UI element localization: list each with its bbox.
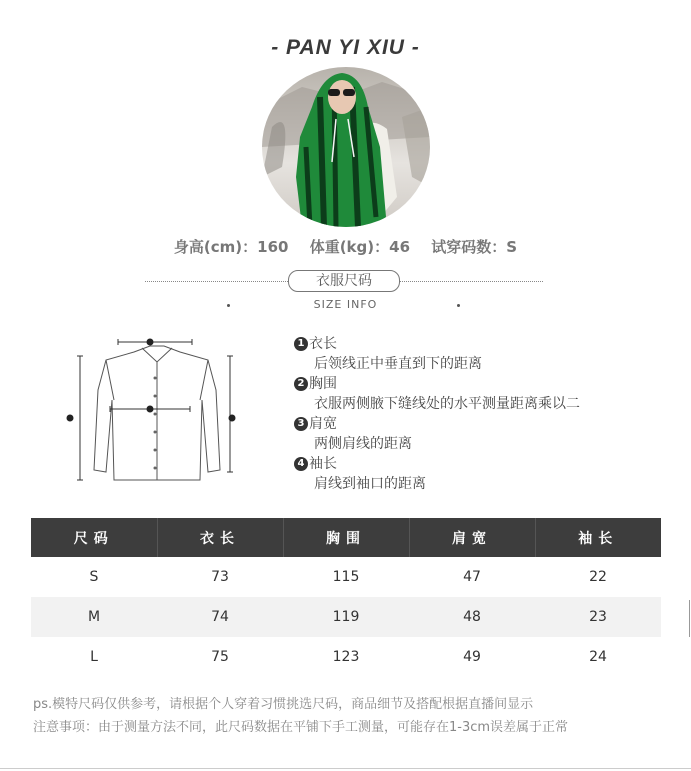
table-cell: 75	[211, 649, 229, 665]
table-cell: 74	[157, 597, 283, 637]
col-header-shoulder: 肩宽	[409, 518, 535, 557]
col-header-chest: 胸围	[283, 518, 409, 557]
divider-left	[145, 281, 288, 282]
shirt-measure-diagram	[62, 330, 252, 490]
table-cell: 123	[332, 649, 360, 665]
guide-desc: 肩线到袖口的距离	[314, 476, 426, 492]
note-line-2: 注意事项：由于测量方法不同，此尺码数据在平铺下手工测量，可能存在1-3cm误差属于正常	[33, 720, 569, 735]
guide-term-sleeve	[294, 454, 580, 474]
bottom-divider	[0, 768, 691, 769]
model-weight: 体重(kg)：46	[309, 238, 411, 256]
table-cell: 73	[211, 569, 229, 585]
table-cell: S	[89, 569, 99, 585]
guide-term-length	[294, 334, 580, 354]
number-3-icon: 3	[294, 417, 308, 431]
note-line-1: ps.模特尺码仅供参考，请根据个人穿着习惯挑选尺码，商品细节及搭配根据直播间显示	[33, 697, 534, 712]
col-header-length: 衣长	[157, 518, 283, 557]
guide-term-shoulder	[294, 414, 580, 434]
col-header-sleeve: 袖长	[535, 518, 661, 557]
edge-marker	[689, 600, 690, 637]
table-cell: 48	[409, 597, 535, 637]
table-cell: 49	[463, 649, 481, 665]
table-row	[31, 557, 661, 597]
brand-title: - PAN YI XIU -	[271, 36, 420, 59]
table-cell: 23	[535, 597, 661, 637]
guide-term-label: 肩宽	[309, 416, 337, 432]
model-photo	[262, 67, 430, 227]
size-section-title: 衣服尺码	[288, 270, 400, 292]
guide-desc: 衣服两侧腋下缝线处的水平测量距离乘以二	[314, 396, 580, 412]
guide-desc: 两侧肩线的距离	[314, 436, 412, 452]
model-size: 试穿码数：S	[431, 238, 518, 256]
table-cell: L	[90, 649, 98, 665]
table-row	[31, 637, 661, 677]
guide-desc: 后领线正中垂直到下的距离	[314, 356, 482, 372]
model-stats	[0, 236, 691, 257]
shirt-outline-icon	[62, 330, 252, 490]
table-row	[31, 597, 661, 637]
model-photo-illustration	[262, 67, 430, 227]
size-section-subtitle: SIZE INFO	[313, 298, 378, 311]
guide-term-label: 衣长	[309, 336, 337, 352]
guide-term-chest	[294, 374, 580, 394]
guide-term-label: 袖长	[309, 456, 337, 472]
table-cell: 24	[589, 649, 607, 665]
table-cell: 47	[463, 569, 481, 585]
table-header-row	[31, 518, 661, 557]
measure-guide	[294, 334, 580, 494]
notes	[33, 693, 568, 739]
table-cell: M	[31, 597, 157, 637]
table-cell: 115	[332, 569, 360, 585]
number-2-icon: 2	[294, 377, 308, 391]
guide-term-label: 胸围	[309, 376, 337, 392]
col-header-size: 尺码	[31, 518, 157, 557]
size-title-row	[145, 270, 543, 292]
number-1-icon: 1	[294, 337, 308, 351]
model-height: 身高(cm)：160	[173, 238, 289, 256]
table-cell: 119	[283, 597, 409, 637]
table-cell: 22	[589, 569, 607, 585]
divider-right	[400, 281, 543, 282]
bullet-dot-right	[457, 304, 460, 307]
number-4-icon: 4	[294, 457, 308, 471]
size-table	[31, 518, 661, 677]
